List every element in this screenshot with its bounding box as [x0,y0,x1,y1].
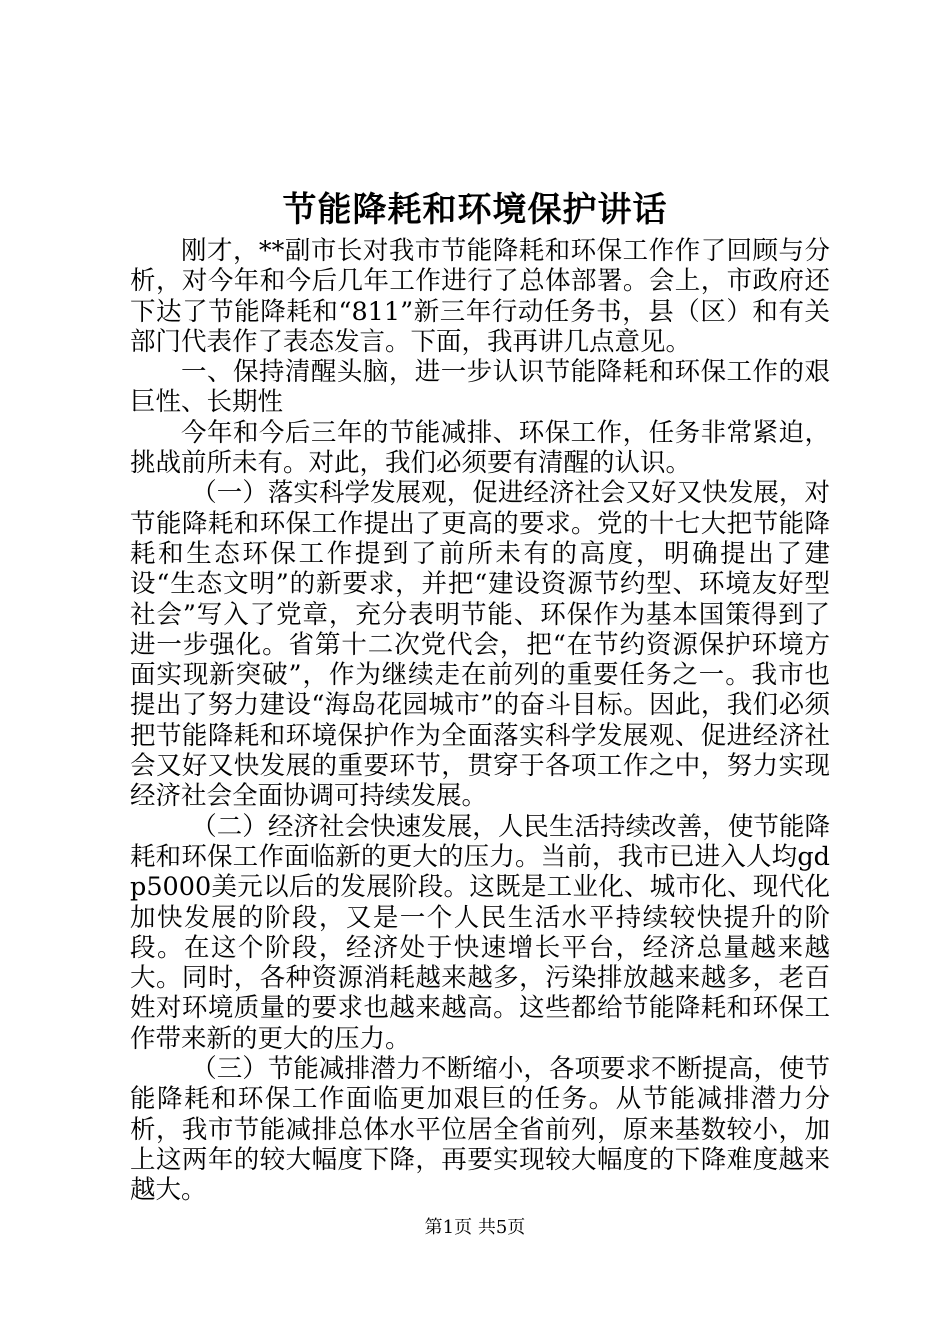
paragraph-point-2: （二）经济社会快速发展，人民生活持续改善，使节能降耗和环保工作面临新的更大的压力。当前，我市已进入人均gdp5000美元以后的发展阶段。这既是工业化、城市化、现代化加快发展的阶段，又是一个人民生活水平持续较快提升的阶段。在这个阶段，经济处于快速增长平台，经济总量越来越大。同时，各种资源消耗越来越多，污染排放越来越多，老百姓对环境质量的要求也越来越高。这些都给节能降耗和环保工作带来新的更大的压力。 [130,811,830,1054]
paragraph-point-1: （一）落实科学发展观，促进经济社会又好又快发展，对节能降耗和环保工作提出了更高的要求。党的十七大把节能降耗和生态环保工作提到了前所未有的高度，明确提出了建设“生态文明”的新要求，并把“建设资源节约型、环境友好型社会”写入了党章，充分表明节能、环保作为基本国策得到了进一步强化。省第十二次党代会，把“在节约资源保护环境方面实现新突破”，作为继续走在前列的重要任务之一。我市也提出了努力建设“海岛花园城市”的奋斗目标。因此，我们必须把节能降耗和环境保护作为全面落实科学发展观、促进经济社会又好又快发展的重要环节，贯穿于各项工作之中，努力实现经济社会全面协调可持续发展。 [130,478,830,812]
document-title: 节能降耗和环境保护讲话 [282,190,668,230]
paragraph-point-3: （三）节能减排潜力不断缩小，各项要求不断提高，使节能降耗和环保工作面临更加艰巨的任务。从节能减排潜力分析，我市节能减排总体水平位居全省前列，原来基数较小，加上这两年的较大幅度下降，再要实现较大幅度的下降难度越来越大。 [130,1054,830,1206]
paragraph-section-1-intro: 今年和今后三年的节能减排、环保工作，任务非常紧迫，挑战前所未有。对此，我们必须要有清醒的认识。 [130,417,830,479]
document-body [130,236,830,1206]
paragraph-intro: 刚才，**副市长对我市节能降耗和环保工作作了回顾与分析，对今年和今后几年工作进行了总体部署。会上，市政府还下达了节能降耗和“811”新三年行动任务书，县（区）和有关部门代表作了表态发言。下面，我再讲几点意见。 [130,236,830,357]
page-number-footer: 第1页 共5页 [424,1217,526,1238]
section-heading-1: 一、保持清醒头脑，进一步认识节能降耗和环保工作的艰巨性、长期性 [130,357,830,418]
